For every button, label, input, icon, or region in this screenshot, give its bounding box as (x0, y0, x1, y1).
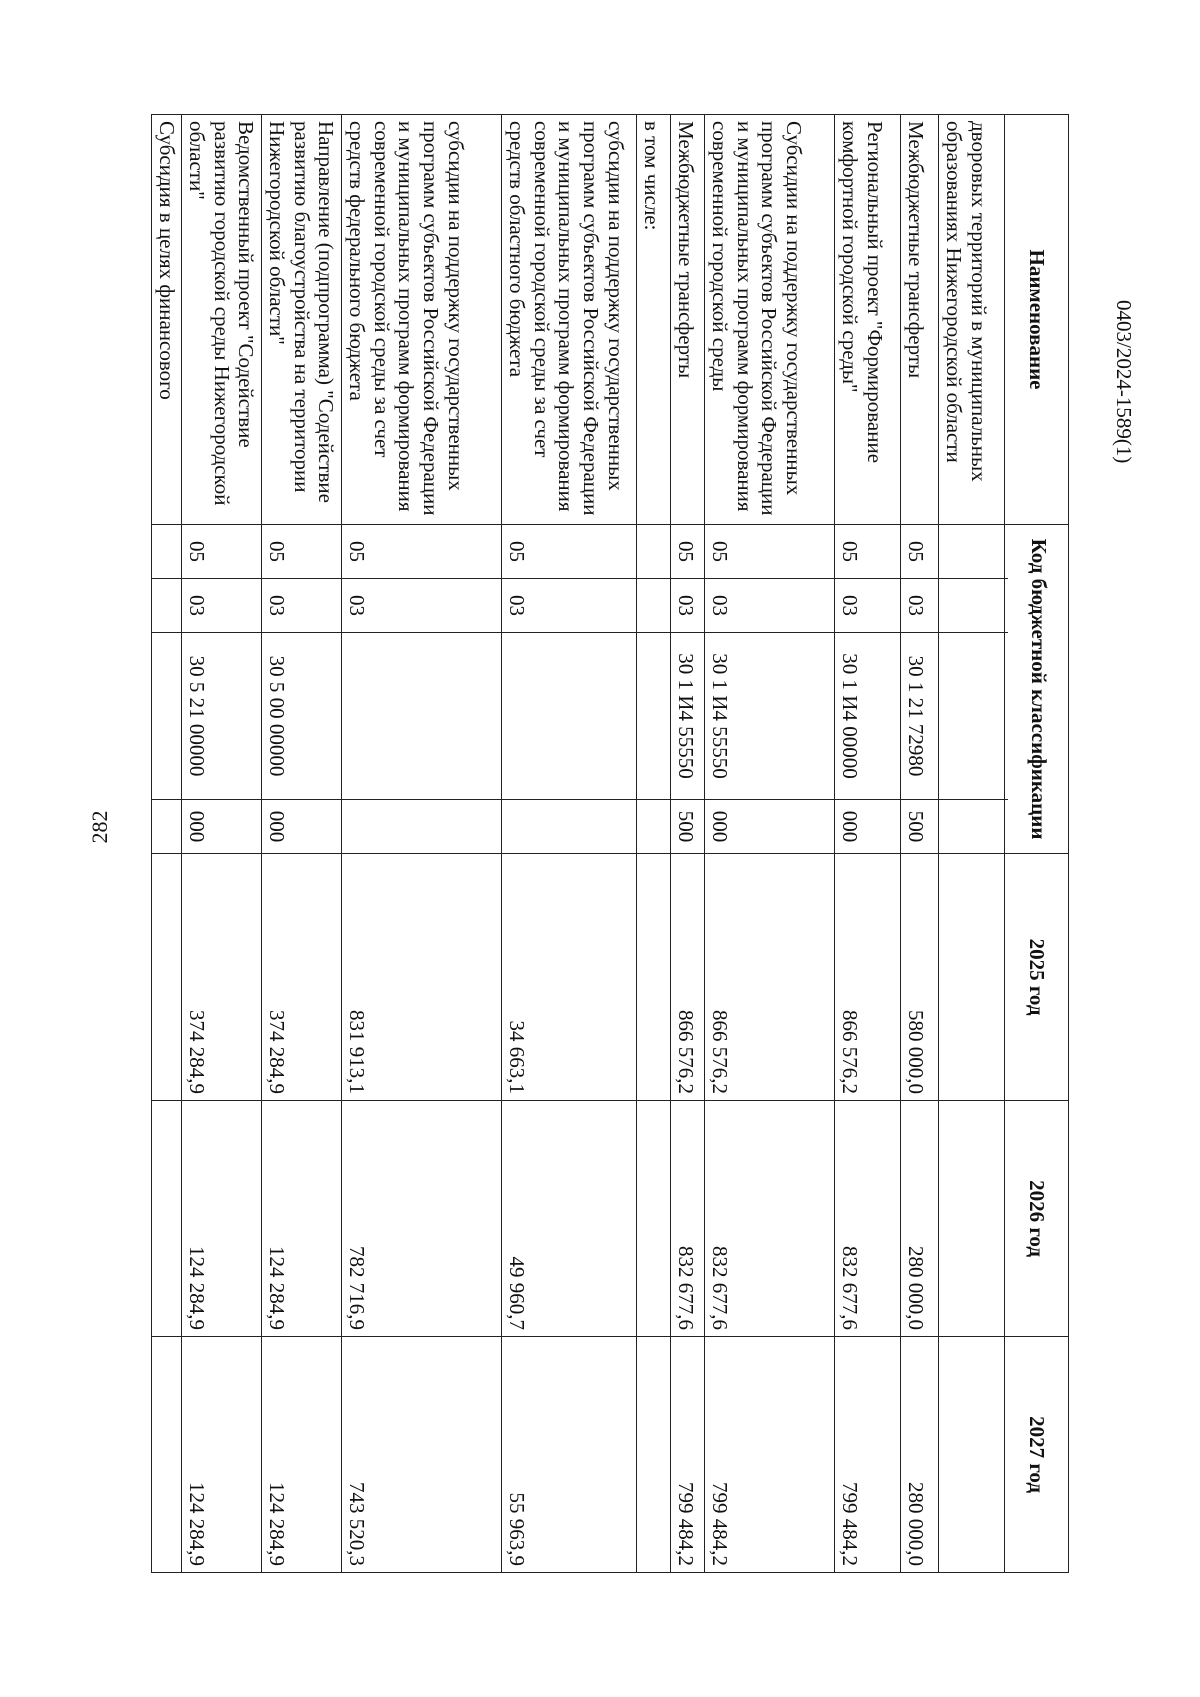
row-name: Региональный проект "Формирование комфортной городской среды" (835, 115, 901, 525)
row-code-type: 500 (901, 800, 939, 854)
row-value-2027 (637, 1337, 671, 1573)
row-code-subsection: 03 (502, 579, 637, 633)
row-value-2027: 799 484,2 (835, 1337, 901, 1573)
row-code-section: 05 (671, 525, 705, 579)
row-value-2026: 832 677,6 (705, 1101, 835, 1337)
row-code-section (152, 525, 182, 579)
header-2027: 2027 год (1005, 1337, 1069, 1573)
row-value-2027 (939, 1337, 1005, 1573)
row-code-target (637, 633, 671, 800)
budget-table (151, 114, 1069, 1573)
row-code-type (502, 800, 637, 854)
row-code-type (152, 800, 182, 854)
row-code-target (502, 633, 637, 800)
row-code-subsection: 03 (262, 579, 342, 633)
row-name: Субсидии на поддержку государственных программ субъектов Российской Федерации и муниципальных программ формирования современной городской среды (705, 115, 835, 525)
header-code-sub (1005, 633, 1009, 800)
row-code-type: 000 (835, 800, 901, 854)
row-code-type: 000 (705, 800, 835, 854)
table-row (182, 115, 262, 1573)
row-value-2026: 832 677,6 (835, 1101, 901, 1337)
row-code-target: 30 1 И4 00000 (835, 633, 901, 800)
row-value-2025: 374 284,9 (182, 854, 262, 1101)
row-code-target: 30 5 00 00000 (262, 633, 342, 800)
row-code-subsection: 03 (671, 579, 705, 633)
row-code-type (637, 800, 671, 854)
row-name: субсидии на поддержку государственных программ субъектов Российской Федерации и муниципальных программ формирования современной городской среды за счет средств федерального бюджета (342, 115, 502, 525)
row-code-subsection: 03 (835, 579, 901, 633)
row-code-section: 05 (342, 525, 502, 579)
header-code-sub (1005, 525, 1009, 579)
row-code-section: 05 (835, 525, 901, 579)
row-value-2025 (637, 854, 671, 1101)
row-value-2026: 280 000,0 (901, 1101, 939, 1337)
row-code-subsection (637, 579, 671, 633)
table-row (939, 115, 1005, 1573)
row-value-2026: 832 677,6 (671, 1101, 705, 1337)
row-code-subsection: 03 (901, 579, 939, 633)
budget-table-container (154, 114, 1069, 1572)
header-code-sub (1005, 800, 1009, 854)
row-value-2025: 866 576,2 (671, 854, 705, 1101)
row-value-2025: 866 576,2 (835, 854, 901, 1101)
row-code-subsection: 03 (705, 579, 835, 633)
row-code-type (939, 800, 1005, 854)
row-value-2027 (152, 1337, 182, 1573)
row-value-2027: 124 284,9 (182, 1337, 262, 1573)
row-value-2027: 124 284,9 (262, 1337, 342, 1573)
row-code-type: 000 (262, 800, 342, 854)
row-code-subsection: 03 (342, 579, 502, 633)
row-value-2026 (152, 1101, 182, 1337)
row-code-section: 05 (182, 525, 262, 579)
row-code-type: 500 (671, 800, 705, 854)
row-code-target: 30 1 21 72980 (901, 633, 939, 800)
table-row (901, 115, 939, 1573)
table-row (705, 115, 835, 1573)
row-value-2027: 799 484,2 (671, 1337, 705, 1573)
table-row (637, 115, 671, 1573)
row-value-2027: 280 000,0 (901, 1337, 939, 1573)
header-2026: 2026 год (1005, 1101, 1069, 1337)
row-value-2025: 374 284,9 (262, 854, 342, 1101)
row-name: дворовых территорий в муниципальных образованиях Нижегородской области (939, 115, 1005, 525)
row-code-target (342, 633, 502, 800)
row-name: Межбюджетные трансферты (901, 115, 939, 525)
document-code-text: 0403/2024-1589(1) (1112, 300, 1136, 464)
row-code-section: 05 (705, 525, 835, 579)
row-value-2026: 124 284,9 (182, 1101, 262, 1337)
row-value-2026: 782 716,9 (342, 1101, 502, 1337)
document-code (1108, 300, 1148, 464)
header-2025: 2025 год (1005, 854, 1069, 1101)
row-value-2026 (637, 1101, 671, 1337)
row-value-2026: 124 284,9 (262, 1101, 342, 1337)
row-name: в том числе: (637, 115, 671, 525)
row-code-subsection: 03 (182, 579, 262, 633)
row-name: Субсидия в целях финансового (152, 115, 182, 525)
row-code-section (939, 525, 1005, 579)
row-code-section (637, 525, 671, 579)
row-code-target (939, 633, 1005, 800)
row-value-2025 (939, 854, 1005, 1101)
row-code-section: 05 (502, 525, 637, 579)
row-value-2027: 799 484,2 (705, 1337, 835, 1573)
row-code-target: 30 1 И4 55550 (671, 633, 705, 800)
row-value-2025: 866 576,2 (705, 854, 835, 1101)
row-value-2025: 34 663,1 (502, 854, 637, 1101)
page-number: 282 (87, 810, 112, 844)
row-code-section: 05 (901, 525, 939, 579)
header-code: Код бюджетной классификации (1009, 525, 1069, 854)
row-value-2026 (939, 1101, 1005, 1337)
row-code-type: 000 (182, 800, 262, 854)
header-name: Наименование (1005, 115, 1069, 525)
row-code-subsection (939, 579, 1005, 633)
row-name: субсидии на поддержку государственных программ субъектов Российской Федерации и муниципальных программ формирования современной городской среды за счет средств областного бюджета (502, 115, 637, 525)
row-value-2025: 831 913,1 (342, 854, 502, 1101)
table-row (152, 115, 182, 1573)
header-code-sub (1005, 579, 1009, 633)
row-name: Ведомственный проект "Содействие развитию городской среды Нижегородской области" (182, 115, 262, 525)
row-value-2027: 743 520,3 (342, 1337, 502, 1573)
row-code-section: 05 (262, 525, 342, 579)
row-name: Направление (подпрограмма) "Содействие развитию благоустройства на территории Нижегородской области" (262, 115, 342, 525)
row-value-2027: 55 963,9 (502, 1337, 637, 1573)
table-row (502, 115, 637, 1573)
row-code-type (342, 800, 502, 854)
row-name: Межбюджетные трансферты (671, 115, 705, 525)
row-code-target: 30 5 21 00000 (182, 633, 262, 800)
table-row (262, 115, 342, 1573)
table-row (835, 115, 901, 1573)
table-row (671, 115, 705, 1573)
row-value-2025: 580 000,0 (901, 854, 939, 1101)
table-row (342, 115, 502, 1573)
row-value-2026: 49 960,7 (502, 1101, 637, 1337)
row-code-subsection (152, 579, 182, 633)
row-code-target: 30 1 И4 55550 (705, 633, 835, 800)
row-value-2025 (152, 854, 182, 1101)
row-code-target (152, 633, 182, 800)
